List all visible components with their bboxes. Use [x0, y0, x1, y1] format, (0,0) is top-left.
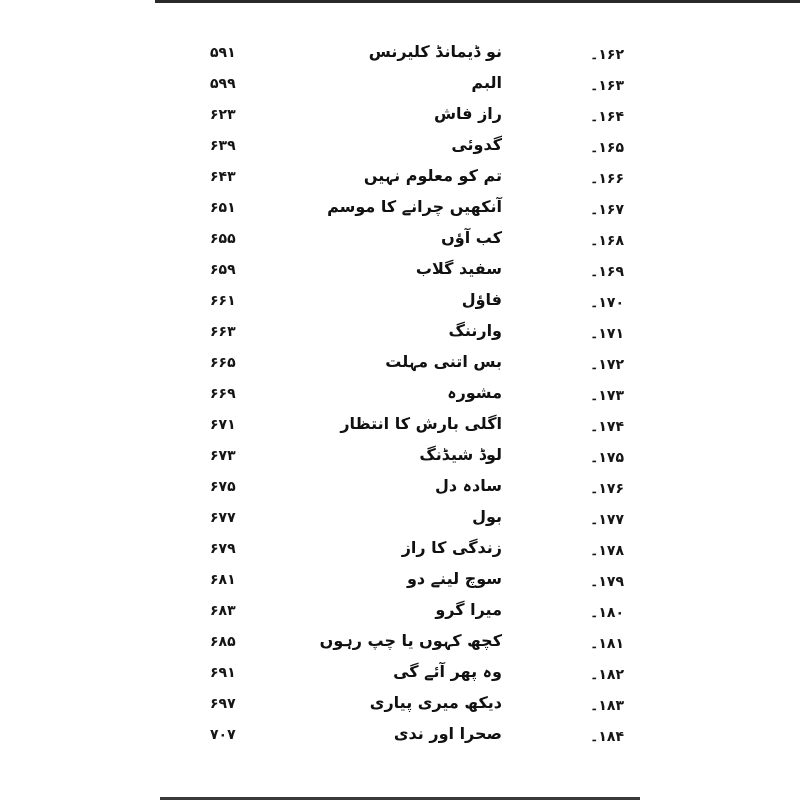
toc-row [0, 474, 800, 504]
toc-entry-number: ۱۶۳۔ [590, 78, 624, 94]
toc-entry-title: راز فاش [433, 104, 502, 123]
toc-entry-number: ۱۷۵۔ [590, 450, 624, 466]
toc-row [0, 195, 800, 225]
toc-entry-number: ۱۶۵۔ [590, 140, 624, 156]
toc-entry-number: ۱۸۱۔ [590, 636, 624, 652]
toc-page-number: ۶۷۵ [210, 479, 236, 495]
toc-row [0, 505, 800, 535]
toc-row [0, 567, 800, 597]
toc-entry-number: ۱۷۴۔ [590, 419, 624, 435]
toc-page-number: ۶۸۳ [210, 603, 236, 619]
toc-row [0, 319, 800, 349]
toc-row [0, 71, 800, 101]
toc-entry-number: ۱۷۳۔ [590, 388, 624, 404]
toc-entry-title: سفید گلاب [415, 259, 502, 278]
toc-entry-title: اگلی بارش کا انتظار [340, 414, 502, 433]
toc-entry-title: بول [472, 507, 502, 526]
toc-entry-number: ۱۶۶۔ [590, 171, 624, 187]
toc-row [0, 629, 800, 659]
toc-row [0, 412, 800, 442]
toc-entry-title: تم کو معلوم نہیں [363, 166, 502, 185]
toc-page-number: ۶۲۳ [210, 107, 236, 123]
toc-page-number: ۶۷۷ [210, 510, 236, 526]
toc-entry-number: ۱۷۱۔ [590, 326, 624, 342]
toc-entry-number: ۱۶۷۔ [590, 202, 624, 218]
toc-page-number: ۶۹۱ [210, 665, 236, 681]
toc-entry-title: صحرا اور ندی [393, 724, 502, 743]
toc-entry-title: البم [471, 73, 502, 92]
toc-row [0, 536, 800, 566]
toc-entry-title: وہ پھر آئے گی [393, 662, 502, 681]
toc-page-number: ۶۸۵ [210, 634, 236, 650]
toc-row [0, 381, 800, 411]
toc-entry-title: میرا گرو [435, 600, 502, 619]
toc-row [0, 257, 800, 287]
toc-entry-title: وارننگ [448, 321, 502, 340]
toc-entry-title: کب آؤں [441, 228, 502, 247]
toc-entry-title: سادہ دل [435, 476, 502, 495]
toc-page-number: ۵۹۹ [210, 76, 236, 92]
toc-entry-number: ۱۷۶۔ [590, 481, 624, 497]
toc-page-number: ۶۸۱ [210, 572, 236, 588]
toc-page-number: ۶۵۹ [210, 262, 236, 278]
toc-page-number: ۶۶۵ [210, 355, 236, 371]
toc-page-number: ۷۰۷ [210, 727, 236, 743]
toc-entry-number: ۱۸۴۔ [590, 729, 624, 745]
toc-entry-title: کچھ کہوں یا چپ رہوں [319, 631, 502, 650]
toc-entry-number: ۱۸۳۔ [590, 698, 624, 714]
toc-entry-title: مشورہ [447, 383, 502, 402]
toc-row [0, 164, 800, 194]
toc-entry-title: فاؤل [461, 290, 502, 309]
toc-row [0, 350, 800, 380]
toc-row [0, 226, 800, 256]
toc-page-number: ۵۹۱ [210, 45, 236, 61]
toc-entry-number: ۱۷۷۔ [590, 512, 624, 528]
toc-entry-title: زندگی کا راز [401, 538, 502, 557]
toc-row [0, 443, 800, 473]
toc-entry-number: ۱۷۰۔ [590, 295, 624, 311]
toc-page-number: ۶۵۵ [210, 231, 236, 247]
toc-entry-number: ۱۸۲۔ [590, 667, 624, 683]
toc-row [0, 102, 800, 132]
toc-page-number: ۶۷۱ [210, 417, 236, 433]
toc-row [0, 722, 800, 752]
toc-entry-title: نو ڈیمانڈ کلیرنس [368, 42, 502, 61]
toc-page-number: ۶۶۱ [210, 293, 236, 309]
toc-page-number: ۶۴۳ [210, 169, 236, 185]
toc-row [0, 288, 800, 318]
toc-page-number: ۶۷۹ [210, 541, 236, 557]
toc-row [0, 598, 800, 628]
toc-entry-number: ۱۷۹۔ [590, 574, 624, 590]
toc-entry-number: ۱۶۴۔ [590, 109, 624, 125]
toc-entry-title: بس اتنی مہلت [385, 352, 502, 371]
toc-entry-number: ۱۷۲۔ [590, 357, 624, 373]
toc-page-number: ۶۷۳ [210, 448, 236, 464]
toc-page-number: ۶۶۳ [210, 324, 236, 340]
toc-page-number: ۶۳۹ [210, 138, 236, 154]
toc-entry-title: لوڈ شیڈنگ [419, 445, 502, 464]
toc-row [0, 40, 800, 70]
toc-entry-number: ۱۶۸۔ [590, 233, 624, 249]
toc-row [0, 133, 800, 163]
toc-page-number: ۶۵۱ [210, 200, 236, 216]
toc-page-number: ۶۹۷ [210, 696, 236, 712]
toc-entry-number: ۱۶۲۔ [590, 47, 624, 63]
toc-entry-title: آنکھیں چرانے کا موسم [327, 197, 502, 216]
toc-entry-title: گدوئی [451, 135, 502, 154]
toc-entry-title: دیکھ میری پیاری [369, 693, 502, 712]
toc-entry-number: ۱۶۹۔ [590, 264, 624, 280]
toc-row [0, 691, 800, 721]
toc-page-number: ۶۶۹ [210, 386, 236, 402]
toc-row [0, 660, 800, 690]
toc-entry-number: ۱۸۰۔ [590, 605, 624, 621]
toc-entry-title: سوچ لینے دو [406, 569, 502, 588]
toc-entry-number: ۱۷۸۔ [590, 543, 624, 559]
